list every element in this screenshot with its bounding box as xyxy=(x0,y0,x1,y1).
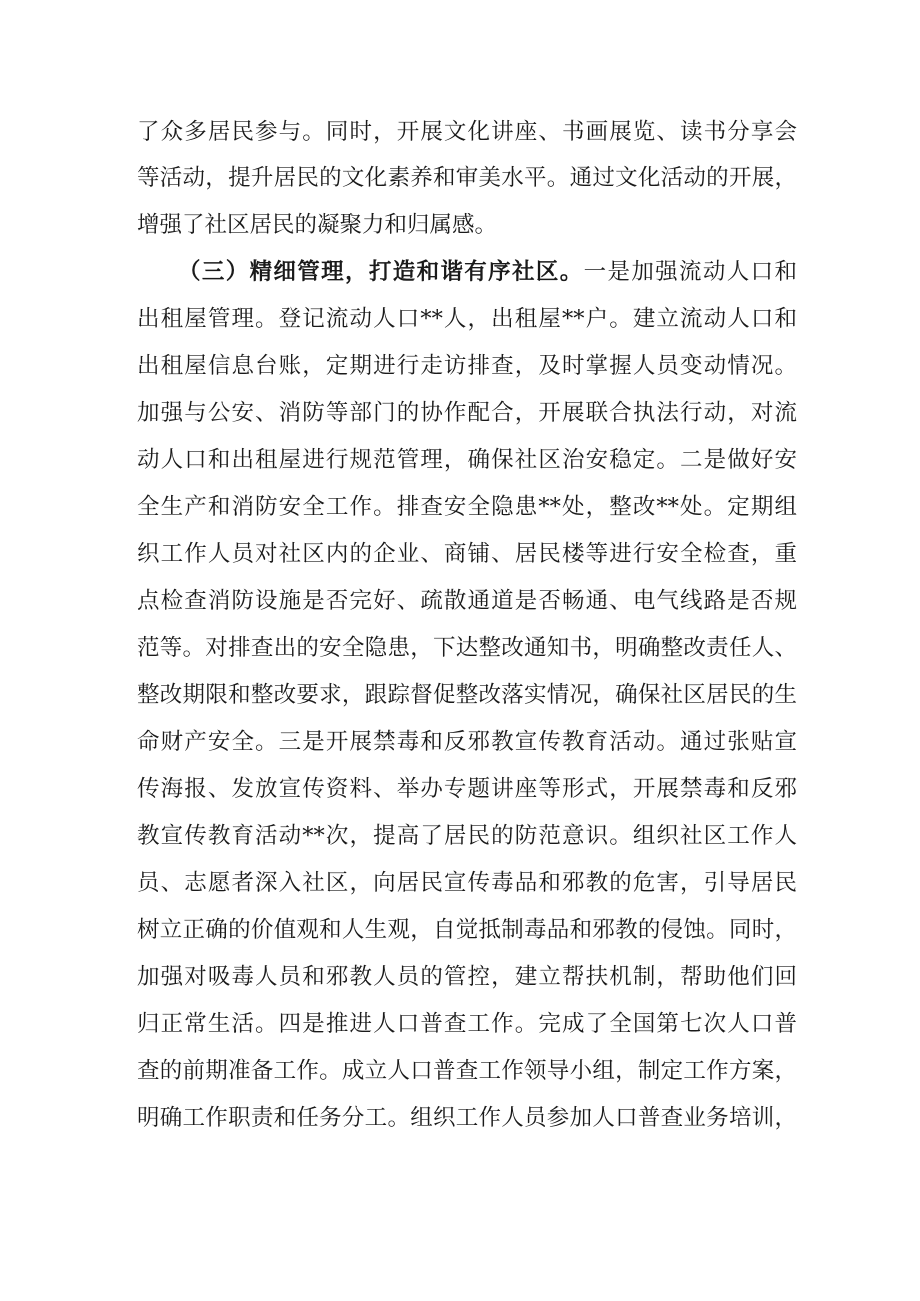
paragraph-line: 动人口和出租屋进行规范管理，确保社区治安稳定。二是做好安 xyxy=(137,447,797,473)
paragraph-line: 全生产和消防安全工作。排查安全隐患**处，整改**处。定期组 xyxy=(137,494,797,520)
paragraph-line: 员、志愿者深入社区，向居民宣传毒品和邪教的危害，引导居民 xyxy=(137,870,797,896)
paragraph-line: 教宣传教育活动**次，提高了居民的防范意识。组织社区工作人 xyxy=(137,823,797,849)
paragraph-line: 树立正确的价值观和人生观，自觉抵制毒品和邪教的侵蚀。同时， xyxy=(137,917,797,943)
paragraph-line: 归正常生活。四是推进人口普查工作。完成了全国第七次人口普 xyxy=(137,1011,797,1037)
paragraph-line: 明确工作职责和任务分工。组织工作人员参加人口普查业务培训， xyxy=(137,1105,797,1131)
paragraph-line: 出租屋管理。登记流动人口**人，出租屋**户。建立流动人口和 xyxy=(137,306,797,332)
paragraph-line: 传海报、发放宣传资料、举办专题讲座等形式，开展禁毒和反邪 xyxy=(137,776,797,802)
paragraph-line: 等活动，提升居民的文化素养和审美水平。通过文化活动的开展， xyxy=(137,165,797,191)
section-first-line-text: 一是加强流动人口和 xyxy=(583,259,797,285)
paragraph-line: 出租屋信息台账，定期进行走访排查，及时掌握人员变动情况。 xyxy=(137,353,797,379)
paragraph-line: 了众多居民参与。同时，开展文化讲座、书画展览、读书分享会 xyxy=(137,119,797,145)
paragraph-line: 增强了社区居民的凝聚力和归属感。 xyxy=(137,212,498,238)
paragraph-line: 命财产安全。三是开展禁毒和反邪教宣传教育活动。通过张贴宣 xyxy=(137,729,797,755)
paragraph-line: 织工作人员对社区内的企业、商铺、居民楼等进行安全检查，重 xyxy=(137,541,797,567)
paragraph-line: 范等。对排查出的安全隐患，下达整改通知书，明确整改责任人、 xyxy=(137,635,797,661)
paragraph-line: 查的前期准备工作。成立人口普查工作领导小组，制定工作方案， xyxy=(137,1058,797,1084)
paragraph-line: 加强对吸毒人员和邪教人员的管控，建立帮扶机制，帮助他们回 xyxy=(137,964,797,990)
paragraph-line: 整改期限和整改要求，跟踪督促整改落实情况，确保社区居民的生 xyxy=(137,682,797,708)
section-heading: （三）精细管理，打造和谐有序社区。 xyxy=(178,259,584,285)
section-first-line xyxy=(178,252,797,292)
paragraph-line: 加强与公安、消防等部门的协作配合，开展联合执法行动，对流 xyxy=(137,400,797,426)
paragraph-line: 点检查消防设施是否完好、疏散通道是否畅通、电气线路是否规 xyxy=(137,588,797,614)
